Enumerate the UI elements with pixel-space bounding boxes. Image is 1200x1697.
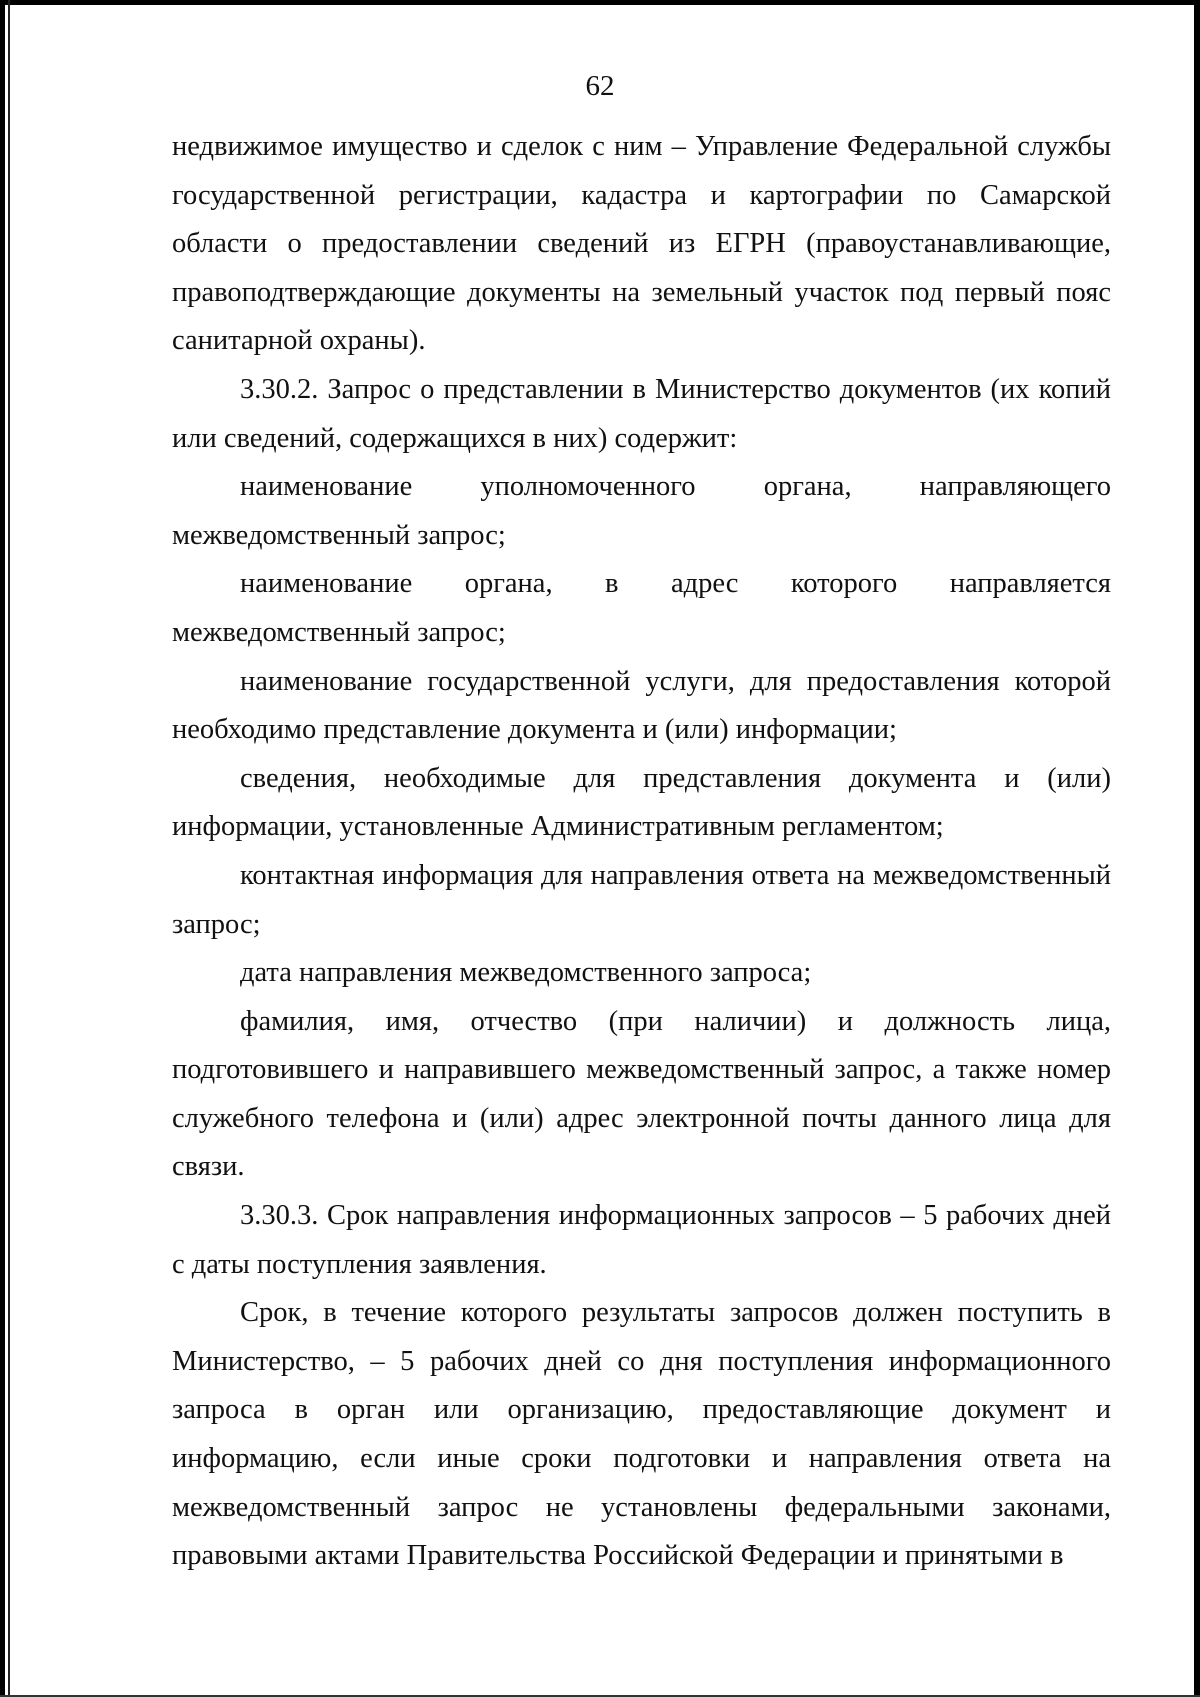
paragraph-3-30-2: 3.30.2. Запрос о представлении в Министерство документов (их копий или сведений, содержащихся в них) содержит: xyxy=(172,373,1111,454)
list-item-required-info: сведения, необходимые для представления документа и (или) информации, установленные Административным регламентом; xyxy=(172,762,1111,843)
paragraph-3-30-3: 3.30.3. Срок направления информационных запросов – 5 рабочих дней с даты поступления заявления. xyxy=(172,1200,1111,1280)
paragraph-continuation: недвижимое имущество и сделок с ним – Управление Федеральной службы государственной регистрации, кадастра и картографии по Самарской области о предоставлении сведений из ЕГРН (правоустанавливающие, правоподтверждающие документы на земельный участок под первый пояс санитарной охраны). xyxy=(172,131,1111,357)
list-item-service-name: наименование государственной услуги, для предоставления которой необходимо представление документа и (или) информации; xyxy=(172,665,1111,746)
scan-border-left xyxy=(0,0,5,1697)
list-item-request-date: дата направления межведомственного запроса; xyxy=(240,957,812,989)
list-item-contact-info: контактная информация для направления ответа на межведомственный запрос; xyxy=(172,859,1111,940)
paragraph-response-deadline: Срок, в течение которого результаты запросов должен поступить в Министерство, – 5 рабочих дней со дня поступления информационного запроса в орган или организацию, предоставляющие документ и информацию, если иные сроки подготовки и направления ответа на межведомственный запрос не установлены федеральными законами, правовыми актами Правительства Российской Федерации и принятыми в xyxy=(172,1297,1111,1572)
list-item-recipient-name: наименование органа, в адрес которого направляется межведомственный запрос; xyxy=(172,568,1111,648)
list-item-authority-name: наименование уполномоченного органа, направляющего межведомственный запрос; xyxy=(172,471,1111,551)
scan-border-top xyxy=(0,0,1200,5)
scan-border-left-inner xyxy=(8,0,10,1697)
scan-border-right xyxy=(1194,0,1200,1697)
page-number: 62 xyxy=(585,70,615,102)
document-body xyxy=(172,123,1111,1581)
list-item-official-details: фамилия, имя, отчество (при наличии) и должность лица, подготовившего и направившего межведомственный запрос, а также номер служебного телефона и (или) адрес электронной почты данного лица для связи. xyxy=(172,1005,1111,1183)
